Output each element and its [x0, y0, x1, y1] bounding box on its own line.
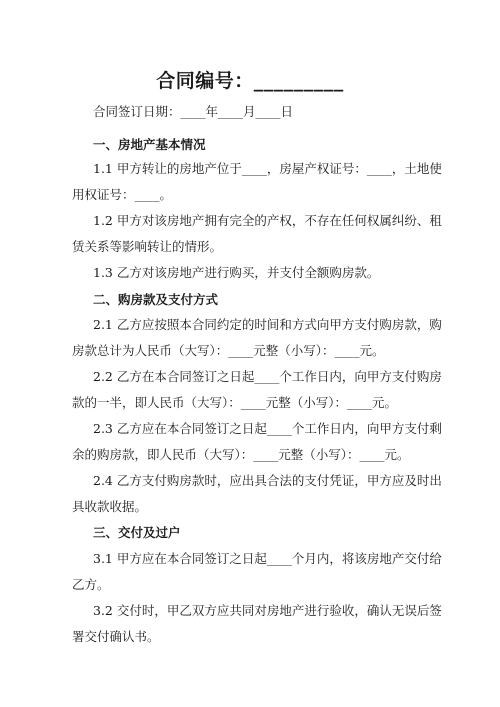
clause-2-1-line-2: 房款总计为人民币（大写）：____元整（小写）：____元。	[72, 343, 385, 358]
clause-1-3-line-1: 1.3 乙方对该房地产进行购买，并支付全额购房款。	[93, 265, 380, 280]
clause-3-2-line-1: 3.2 交付时，甲乙双方应共同对房地产进行验收，确认无误后签	[93, 603, 442, 618]
clause-1-1-line-2: 用权证号：____。	[72, 187, 173, 202]
section-2-heading: 二、购房款及支付方式	[93, 292, 219, 307]
clause-1-1-line-1: 1.1 甲方转让的房地产位于____，房屋产权证号：____，土地使	[93, 161, 442, 176]
clause-1-2-line-2: 赁关系等影响转让的情形。	[72, 239, 223, 254]
clause-2-4-line-2: 具收款收据。	[72, 499, 148, 514]
section-1-heading: 一、房地产基本情况	[93, 137, 206, 152]
clause-2-3-line-1: 2.3 乙方应在本合同签订之日起____个工作日内，向甲方支付剩	[93, 421, 442, 436]
section-3-heading: 三、交付及过户	[93, 525, 181, 540]
clause-2-4-line-1: 2.4 乙方支付购房款时，应出具合法的支付凭证，甲方应及时出	[93, 473, 442, 488]
clause-2-2-line-1: 2.2 乙方在本合同签订之日起____个工作日内，向甲方支付购房	[93, 369, 442, 384]
clause-2-3-line-2: 余的购房款，即人民币（大写）：____元整（小写）：____元。	[72, 447, 410, 462]
signing-date-line: 合同签订日期：____年____月____日	[93, 104, 294, 119]
clause-1-2-line-1: 1.2 甲方对该房地产拥有完全的产权，不存在任何权属纠纷、租	[93, 213, 442, 228]
clause-3-1-line-1: 3.1 甲方应在本合同签订之日起____个月内，将该房地产交付给	[93, 551, 442, 566]
contract-number-title: 合同编号：_________	[156, 70, 344, 92]
clause-3-2-line-2: 署交付确认书。	[72, 629, 160, 644]
clause-2-2-line-2: 款的一半，即人民币（大写）：____元整（小写）：____元。	[72, 395, 398, 410]
clause-3-1-line-2: 乙方。	[72, 577, 110, 592]
clause-2-1-line-1: 2.1 乙方应按照本合同约定的时间和方式向甲方支付购房款，购	[93, 317, 442, 332]
